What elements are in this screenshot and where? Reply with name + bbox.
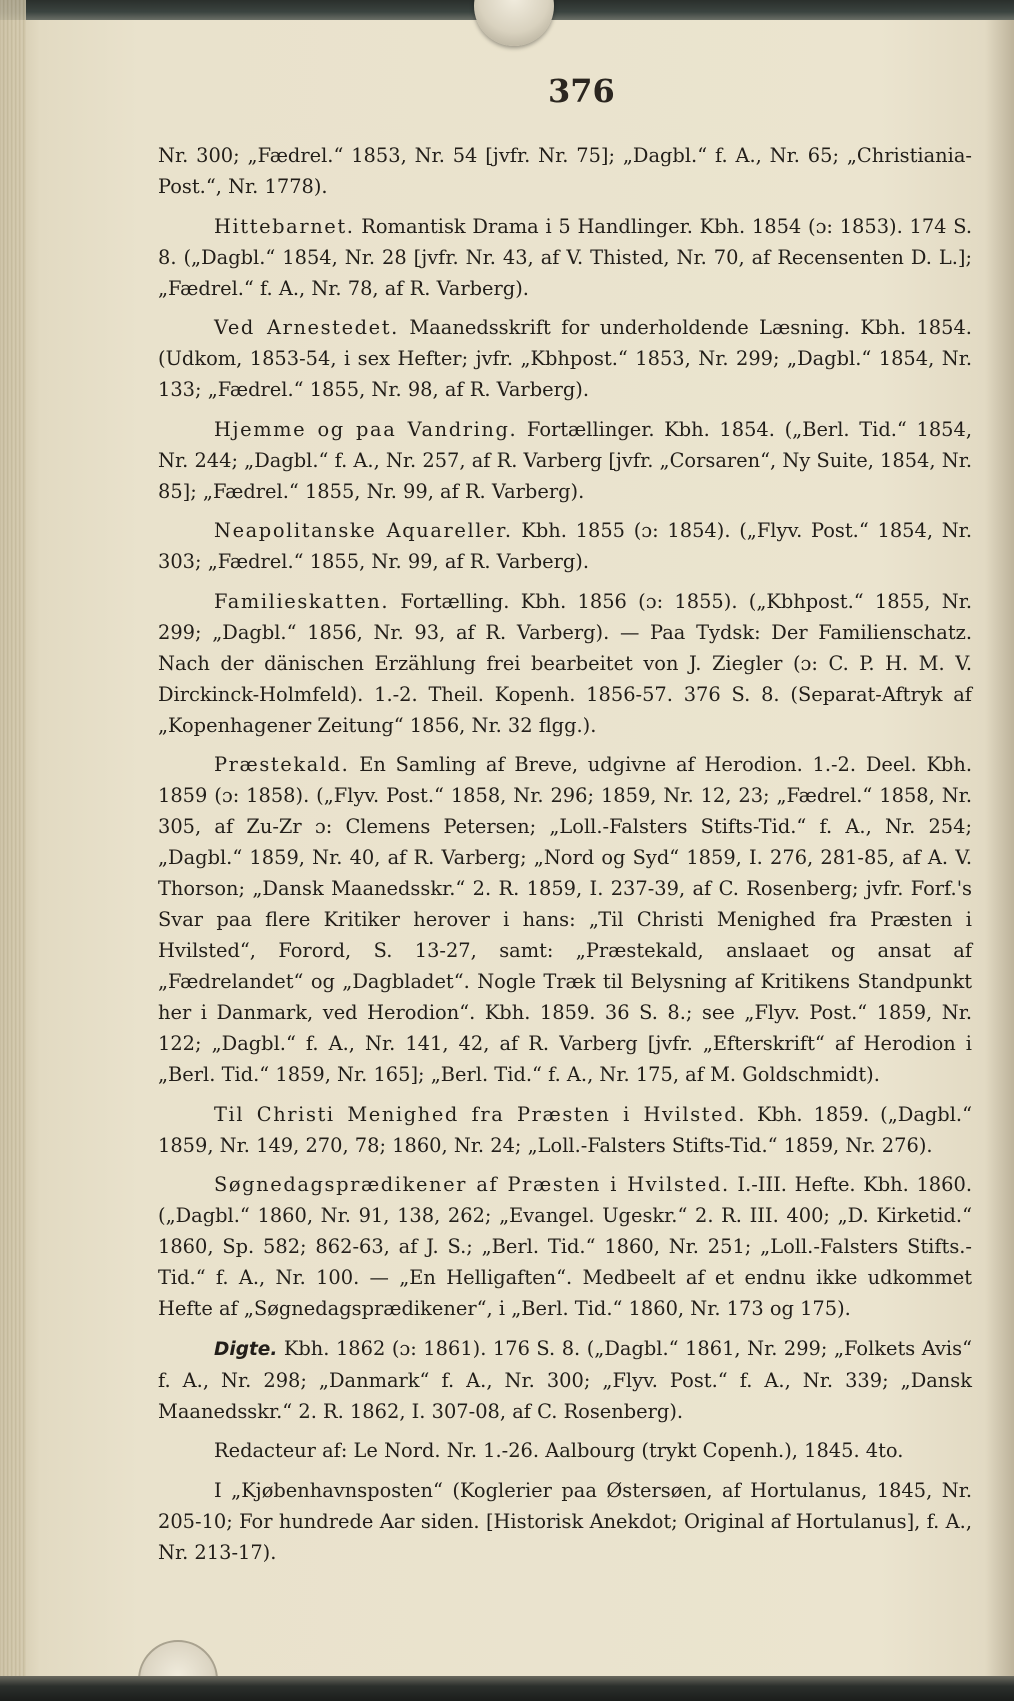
entry-title: Præstekald.: [214, 753, 350, 776]
entry-body: (Koglerier paa Østersøen, af Hortulanus, 1845, Nr. 205-10; For hundrede Aar siden. [Historisk Anekdot; Original af Hortulanus], f. A., Nr. 213-17).: [158, 1478, 972, 1564]
entry-title: Redacteur af:: [214, 1439, 348, 1462]
entry-hittebarnet: [158, 211, 972, 304]
entry-title: Hittebarnet.: [214, 214, 355, 238]
entry-body: Fortælling. Kbh. 1856 (ɔ: 1855). („Kbhpost.“ 1855, Nr. 299; „Dagbl.“ 1856, Nr. 93, af R. Varberg). — Paa Tydsk: Der Familienschatz. Nach der dänischen Erzählung frei bearbeitet von J. Ziegler (ɔ: C. P. H. M. V. Dirckinck-Holmfeld). 1.-2. Theil. Kopenh. 1856-57. 376 S. 8. (Separat-Aftryk af „Kopenhagener Zeitung“ 1856, Nr. 32 flgg.).: [158, 589, 972, 737]
entry-body: Maanedsskrift for underholdende Læsning. Kbh. 1854. (Udkom, 1853-54, i sex Hefter; jvfr. „Kbhpost.“ 1853, Nr. 299; „Dagbl.“ 1854, Nr. 133; „Fædrel.“ 1855, Nr. 98, af R. Varberg).: [158, 316, 972, 401]
entry-body: I.-III. Hefte. Kbh. 1860. („Dagbl.“ 1860, Nr. 91, 138, 262; „Evangel. Ugeskr.“ 2. R. III. 400; „D. Kirketid.“ 1860, Sp. 582; 862-63, af J. S.; „Berl. Tid.“ 1860, Nr. 251; „Loll.-Falsters Stifts.-Tid.“ f. A., Nr. 100. — „En Helligaften“. Medbeelt af et endnu ikke udkommet Hefte af „Søgnedagsprædikener“, i „Berl. Tid.“ 1860, Nr. 173 og 175).: [158, 1173, 972, 1320]
entry-til-christi-menighed: [158, 1099, 972, 1161]
entry-body: Fortællinger. Kbh. 1854. („Berl. Tid.“ 1854, Nr. 244; „Dagbl.“ f. A., Nr. 257, af R. Varberg [jvfr. „Corsaren“, Ny Suite, 1854, Nr. 85]; „Fædrel.“ 1855, Nr. 99, af R. Varberg).: [158, 417, 973, 503]
entry-body: Kbh. 1855 (ɔ: 1854). („Flyv. Post.“ 1854, Nr. 303; „Fædrel.“ 1855, Nr. 99, af R. Varberg).: [158, 519, 972, 573]
entry-title: Til Christi Menighed fra Præsten i Hvilsted.: [214, 1102, 746, 1126]
entry-title: Familieskatten.: [214, 589, 390, 613]
entry-sognedagspraedikener: [158, 1169, 972, 1324]
entry-praestekald: [158, 749, 972, 1090]
entry-title: Digte.: [214, 1338, 278, 1360]
entry-body: Kbh. 1859. („Dagbl.“ 1859, Nr. 149, 270, 78; 1860, Nr. 24; „Loll.-Falsters Stifts-Tid.“ 1859, Nr. 276).: [158, 1102, 972, 1157]
book-spine-edge: [0, 0, 26, 1701]
entry-body: Kbh. 1862 (ɔ: 1861). 176 S. 8. („Dagbl.“ 1861, Nr. 299; „Folkets Avis“ f. A., Nr. 298; „Danmark“ f. A., Nr. 300; „Flyv. Post.“ f. A., Nr. 339; „Dansk Maanedsskr.“ 2. R. 1862, I. 307-08, af C. Rosenberg).: [158, 1336, 972, 1423]
entry-digte: [158, 1333, 972, 1427]
entry-title: Hjemme og paa Vandring.: [214, 417, 518, 441]
top-clip-circle: [474, 0, 554, 46]
entry-body: Le Nord. Nr. 1.-26. Aalbourg (trykt Copenh.), 1845. 4to.: [353, 1439, 904, 1462]
entry-body: Romantisk Drama i 5 Handlinger. Kbh. 1854 (ɔ: 1853). 174 S. 8. („Dagbl.“ 1854, Nr. 28 [jvfr. Nr. 43, af V. Thisted, Nr. 70, af Recensenten D. L.]; „Fædrel.“ f. A., Nr. 78, af R. Varberg).: [158, 214, 972, 300]
entry-redacteur: [158, 1435, 972, 1466]
entry-body: Nr. 300; „Fædrel.“ 1853, Nr. 54 [jvfr. Nr. 75]; „Dagbl.“ f. A., Nr. 65; „Christiania-Post.“, Nr. 1778).: [158, 144, 972, 198]
entry-title: Søgnedagsprædikener af Præsten i Hvilsted.: [214, 1173, 730, 1196]
entry-familieskatten: [158, 586, 972, 741]
page-number: 376: [548, 72, 615, 110]
entry-neapolitanske-aquareller: [158, 515, 972, 577]
entry-kjobenhavnsposten: [158, 1475, 972, 1568]
page-text: [158, 140, 972, 1576]
entry-title: Neapolitanske Aquareller.: [214, 519, 513, 542]
entry-ved-arnestedet: [158, 312, 972, 405]
entry-title: Ved Arnestedet.: [214, 316, 399, 339]
entry-title: I „Kjøbenhavnsposten“: [214, 1478, 443, 1502]
entry-continuation: [158, 140, 972, 202]
entry-hjemme-og-paa-vandring: [158, 414, 972, 507]
page-bottom-shadow: [0, 1676, 1014, 1701]
entry-body: En Samling af Breve, udgivne af Herodion. 1.-2. Deel. Kbh. 1859 (ɔ: 1858). („Flyv. Post.“ 1858, Nr. 296; 1859, Nr. 12, 23; „Fædrel.“ 1858, Nr. 305, af Zu-Zr ɔ: Clemens Petersen; „Loll.-Falsters Stifts-Tid.“ f. A., Nr. 254; „Dagbl.“ 1859, Nr. 40, af R. Varberg; „Nord og Syd“ 1859, I. 276, 281-85, af A. V. Thorson; „Dansk Maanedsskr.“ 2. R. 1859, I. 237-39, af C. Rosenberg; jvfr. Forf.'s Svar paa flere Kritiker herover i hans: „Til Christi Menighed fra Præsten i Hvilsted“, Forord, S. 13-27, samt: „Præstekald, anslaaet og ansat af „Fædrelandet“ og „Dagbladet“. Nogle Træk til Belysning af Kritikens Standpunkt her i Danmark, ved Herodion“. Kbh. 1859. 36 S. 8.; see „Flyv. Post.“ 1859, Nr. 122; „Dagbl.“ f. A., Nr. 141, 42, af R. Varberg [jvfr. „Efterskrift“ af Herodion i „Berl. Tid.“ 1859, Nr. 165]; „Berl. Tid.“ f. A., Nr. 175, af M. Goldschmidt).: [158, 753, 972, 1086]
